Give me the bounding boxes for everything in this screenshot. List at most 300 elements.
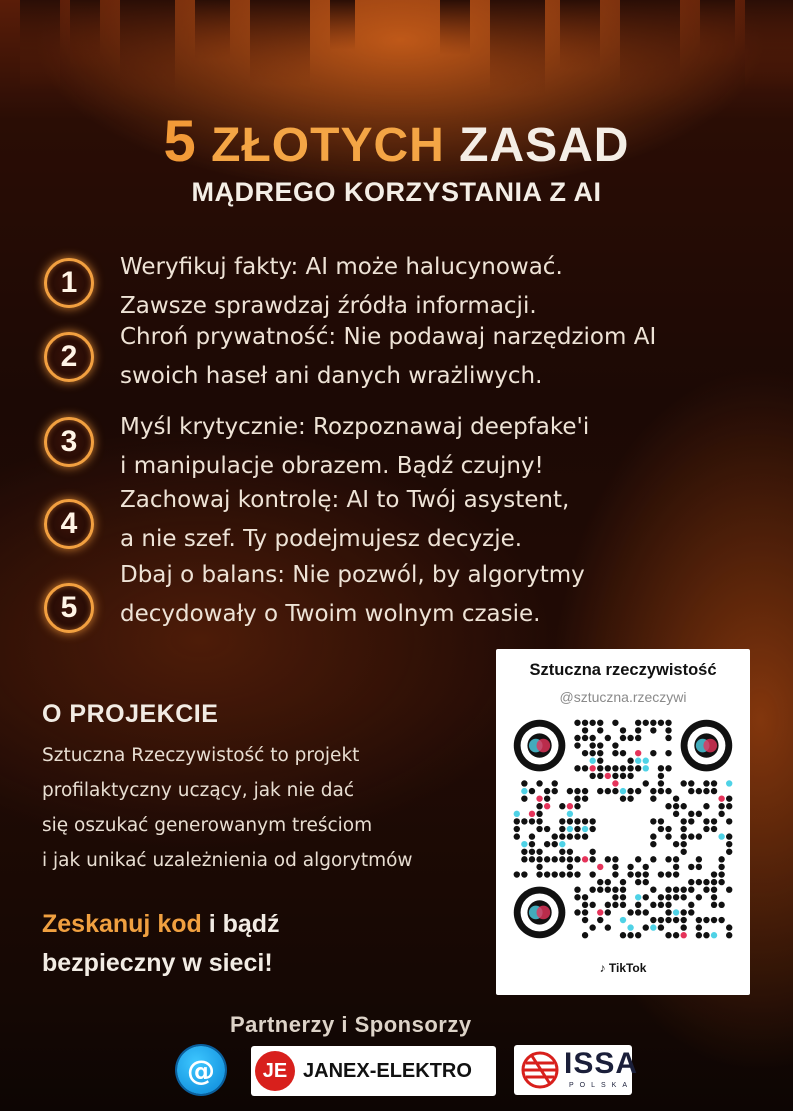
janex-elektro-logo [251,1046,496,1096]
qr-dot [658,720,664,726]
qr-dot [726,803,732,809]
qr-dot [688,864,694,870]
qr-dot [620,735,626,741]
qr-dot [681,849,687,855]
qr-dot [643,909,649,915]
rule-item-5 [44,556,793,636]
qr-dot [582,750,588,756]
qr-dot [703,826,709,832]
qr-dot [643,780,649,786]
qr-dot [620,765,626,771]
qr-dot [718,795,724,801]
qr-dot [673,841,679,847]
qr-dot [612,887,618,893]
qr-dot [703,917,709,923]
qr-dot [582,833,588,839]
cta-highlight: Zeskanuj kod [42,910,202,938]
qr-dot [726,818,732,824]
project-heading: O PROJEKCIE [42,700,219,728]
qr-dot [589,765,595,771]
qr-dot [688,909,694,915]
qr-dot [665,917,671,923]
qr-dot [726,841,732,847]
qr-dot [514,826,520,832]
qr-dot [726,849,732,855]
qr-dot [650,841,656,847]
qr-dot [711,826,717,832]
qr-dot [612,780,618,786]
qr-dot [597,742,603,748]
qr-dot [536,795,542,801]
qr-dot [650,818,656,824]
qr-dot [567,849,573,855]
rule-number-badge: 5 [44,583,94,633]
issa-globe-icon [520,1051,560,1089]
qr-dot [688,833,694,839]
title-line [0,108,793,175]
qr-dot [658,894,664,900]
qr-dot [529,818,535,824]
qr-dot [559,833,565,839]
qr-dot [582,856,588,862]
qr-finder-eye [514,720,566,772]
qr-dot [673,811,679,817]
qr-dot [665,803,671,809]
qr-dot [643,765,649,771]
qr-dot [696,788,702,794]
qr-dot [703,803,709,809]
rule-number-badge: 1 [44,258,94,308]
issa-polska-logo [514,1045,639,1095]
qr-dot [559,871,565,877]
qr-dot [726,780,732,786]
qr-dot [612,750,618,756]
qr-dot [665,788,671,794]
qr-dot [665,856,671,862]
qr-dot [605,887,611,893]
qr-dot [597,887,603,893]
qr-dot [559,803,565,809]
qr-dot [650,833,656,839]
qr-dot [673,803,679,809]
qr-dot [711,894,717,900]
qr-dot [627,773,633,779]
qr-dot [718,917,724,923]
qr-dot [635,894,641,900]
tiktok-qr-card[interactable] [496,649,750,995]
qr-dot [643,879,649,885]
qr-dot [665,765,671,771]
qr-dot [574,720,580,726]
qr-dot [665,727,671,733]
qr-dot [627,871,633,877]
qr-dot [711,917,717,923]
qr-dot [521,871,527,877]
qr-dot [665,826,671,832]
qr-dot [567,818,573,824]
qr-dot [681,780,687,786]
qr-dot [521,856,527,862]
qr-dot [605,735,611,741]
qr-dot [589,818,595,824]
qr-dot [612,894,618,900]
qr-dot [536,864,542,870]
qr-dot [635,871,641,877]
qr-dot [582,720,588,726]
rule-text [120,318,793,396]
qr-dot [582,894,588,900]
rule-line: a nie szef. Ty podejmujesz decyzje. [120,526,523,552]
qr-dot [650,887,656,893]
qr-dot [620,727,626,733]
qr-dot [544,795,550,801]
qr-dot [559,849,565,855]
qr-dot [643,894,649,900]
qr-dot [718,833,724,839]
qr-dot [544,856,550,862]
qr-dot [696,879,702,885]
qr-dot [574,803,580,809]
qr-dot [567,788,573,794]
qr-dot [665,932,671,938]
qr-dot [589,871,595,877]
qr-dot [597,720,603,726]
qr-dot [627,932,633,938]
qr-dot [718,864,724,870]
qr-dot [681,803,687,809]
qr-dot [612,902,618,908]
qr-dot [627,909,633,915]
qr-dot [521,841,527,847]
qr-dot [544,788,550,794]
qr-dot [559,841,565,847]
qr-dot [673,856,679,862]
qr-dot [650,856,656,862]
qr-dot [696,917,702,923]
qr-dot [612,871,618,877]
qr-dot [681,833,687,839]
qr-dot [665,720,671,726]
qr-dot [597,917,603,923]
qr-dot [574,735,580,741]
qr-dot [620,932,626,938]
qr-dot [718,811,724,817]
qr-dot [696,811,702,817]
rule-text [120,408,793,486]
qr-dot [635,750,641,756]
qr-dot [597,788,603,794]
qr-dot [536,811,542,817]
qr-dot [529,788,535,794]
qr-dot [620,894,626,900]
qr-dot [696,894,702,900]
qr-dot [627,758,633,764]
rule-line: Myśl krytycznie: Rozpoznawaj deepfake'i [120,414,590,440]
issa-subtitle: POLSKA [569,1082,634,1089]
qr-dot [567,826,573,832]
qr-dot [574,856,580,862]
qr-dot [589,887,595,893]
qr-dot [726,887,732,893]
rule-item-2 [44,318,793,398]
qr-dot [688,788,694,794]
qr-dot [696,833,702,839]
qr-dot [650,917,656,923]
qr-dot [582,788,588,794]
qr-dot [582,795,588,801]
rule-line: Chroń prywatność: Nie podawaj narzędziom AI [120,324,657,350]
qr-dot [582,902,588,908]
qr-dot [582,727,588,733]
qr-dot [643,864,649,870]
qr-dot [681,917,687,923]
qr-dot [658,826,664,832]
qr-dot [681,841,687,847]
qr-dot [703,932,709,938]
qr-dot [521,849,527,855]
qr-dot [627,864,633,870]
qr-dot [688,887,694,893]
qr-dot [650,795,656,801]
qr-dot [574,742,580,748]
qr-dot [589,758,595,764]
qr-dot [589,826,595,832]
qr-dot [597,765,603,771]
janex-name: JANEX-ELEKTRO [303,1059,472,1082]
qr-dot [536,871,542,877]
qr-dot [612,864,618,870]
qr-dot [718,856,724,862]
qr-code[interactable] [513,719,733,939]
qr-dot [665,894,671,900]
project-description: Sztuczna Rzeczywistość to projekt profilaktyczny uczący, jak nie dać się oszukać generowanym treściom i jak unikać uzależnienia od algorytmów [42,745,413,871]
qr-dot [627,795,633,801]
qr-dot [665,887,671,893]
qr-dot [696,932,702,938]
qr-dot [703,780,709,786]
qr-dot [559,826,565,832]
qr-dot [514,871,520,877]
at-sign-logo: @ [177,1046,225,1094]
qr-dot [597,727,603,733]
qr-dot [597,773,603,779]
qr-dot [514,811,520,817]
rule-line: decydowały o Twoim wolnym czasie. [120,601,541,627]
qr-dot [650,720,656,726]
qr-dot [612,765,618,771]
qr-dot [605,902,611,908]
qr-dot [574,788,580,794]
qr-dot [605,879,611,885]
qr-dot [703,788,709,794]
qr-dot [665,833,671,839]
qr-dot [552,833,558,839]
qr-dot [589,750,595,756]
qr-dot [612,742,618,748]
qr-dot [703,879,709,885]
qr-account-name: Sztuczna rzeczywistość [529,661,717,679]
rule-item-4 [44,484,793,564]
qr-dot [612,856,618,862]
rule-number-badge: 3 [44,417,94,467]
qr-dot [612,773,618,779]
qr-dot [567,871,573,877]
qr-dot [620,879,626,885]
qr-dot [536,849,542,855]
janex-mark-icon: JE [255,1051,295,1091]
qr-dot [544,803,550,809]
qr-dot [589,720,595,726]
qr-dot [574,909,580,915]
qr-dot [673,894,679,900]
qr-dot [544,871,550,877]
qr-dot [658,818,664,824]
qr-dot [681,924,687,930]
qr-dot [658,917,664,923]
qr-dot [726,924,732,930]
qr-dot [718,803,724,809]
qr-dot [665,909,671,915]
qr-dot [627,924,633,930]
rule-line: Zawsze sprawdzaj źródła informacji. [120,293,537,319]
qr-dot [726,795,732,801]
qr-dot [696,864,702,870]
qr-dot [711,887,717,893]
poster-title [0,108,793,208]
qr-dot [567,833,573,839]
rule-line: Dbaj o balans: Nie pozwól, by algorytmy [120,562,585,588]
qr-dot [681,894,687,900]
qr-dot [673,795,679,801]
qr-dot [552,856,558,862]
title-word-gold: ZŁOTYCH [211,119,445,172]
qr-dot [597,750,603,756]
qr-dot [559,856,565,862]
qr-dot [673,932,679,938]
qr-dot [567,864,573,870]
qr-dot [703,887,709,893]
qr-dot [574,795,580,801]
qr-dot [605,765,611,771]
qr-dot [643,758,649,764]
qr-dot [643,720,649,726]
rule-number-badge: 2 [44,332,94,382]
qr-dot [711,780,717,786]
qr-dot [635,765,641,771]
qr-dot [673,864,679,870]
qr-dot [658,871,664,877]
qr-dot [536,803,542,809]
qr-dot [620,902,626,908]
qr-dot [589,902,595,908]
qr-dot [711,902,717,908]
qr-dot [597,909,603,915]
qr-dot [552,780,558,786]
qr-finder-eye [681,720,733,772]
qr-dot [574,871,580,877]
rule-item-3 [44,412,793,492]
qr-dot [514,818,520,824]
qr-dot [703,818,709,824]
qr-dot [635,727,641,733]
qr-dot [529,849,535,855]
qr-account-handle: @sztuczna.rzeczywi [559,689,687,705]
rule-text [120,481,793,559]
qr-dot [620,917,626,923]
qr-dot [635,856,641,862]
qr-dot [681,818,687,824]
qr-dot [711,818,717,824]
qr-dot [658,780,664,786]
qr-dot [635,735,641,741]
qr-dot [559,818,565,824]
qr-dot [658,765,664,771]
qr-dot [582,932,588,938]
tiktok-brand [496,961,750,975]
qr-dot [681,909,687,915]
qr-dot [718,879,724,885]
qr-dot [688,811,694,817]
qr-dot [521,795,527,801]
qr-dot [643,871,649,877]
qr-dot [696,856,702,862]
qr-dot [635,909,641,915]
rule-text [120,248,793,326]
qr-dot [582,826,588,832]
qr-dot [627,765,633,771]
qr-dot [574,894,580,900]
qr-dot [521,788,527,794]
qr-dot [681,826,687,832]
qr-dot [635,788,641,794]
qr-dot [529,833,535,839]
qr-dot [635,879,641,885]
qr-dot [574,833,580,839]
qr-dot [673,871,679,877]
qr-dot [650,750,656,756]
qr-dot [552,841,558,847]
qr-dot [536,856,542,862]
qr-dot [627,788,633,794]
qr-dot [544,826,550,832]
qr-dot [536,780,542,786]
qr-dot [711,871,717,877]
qr-dot [635,720,641,726]
qr-dot [718,871,724,877]
qr-dot [589,856,595,862]
qr-dot [696,924,702,930]
qr-dot [711,932,717,938]
tiktok-brand-label: TikTok [608,961,647,975]
rule-line: swoich haseł ani danych wrażliwych. [120,363,543,389]
qr-dot [574,887,580,893]
city-skyline-background [0,0,793,110]
qr-dot [726,833,732,839]
qr-dot [635,902,641,908]
qr-dot [673,909,679,915]
title-subtitle: MĄDREGO KORZYSTANIA Z AI [191,177,602,207]
qr-dot [605,909,611,915]
qr-dot [552,788,558,794]
cta-text: i bądź [201,910,280,938]
qr-dot [620,887,626,893]
qr-dot [650,924,656,930]
rule-number-badge: 4 [44,499,94,549]
qr-dot [688,902,694,908]
qr-dot [620,750,626,756]
qr-dot [681,932,687,938]
qr-dot [635,932,641,938]
